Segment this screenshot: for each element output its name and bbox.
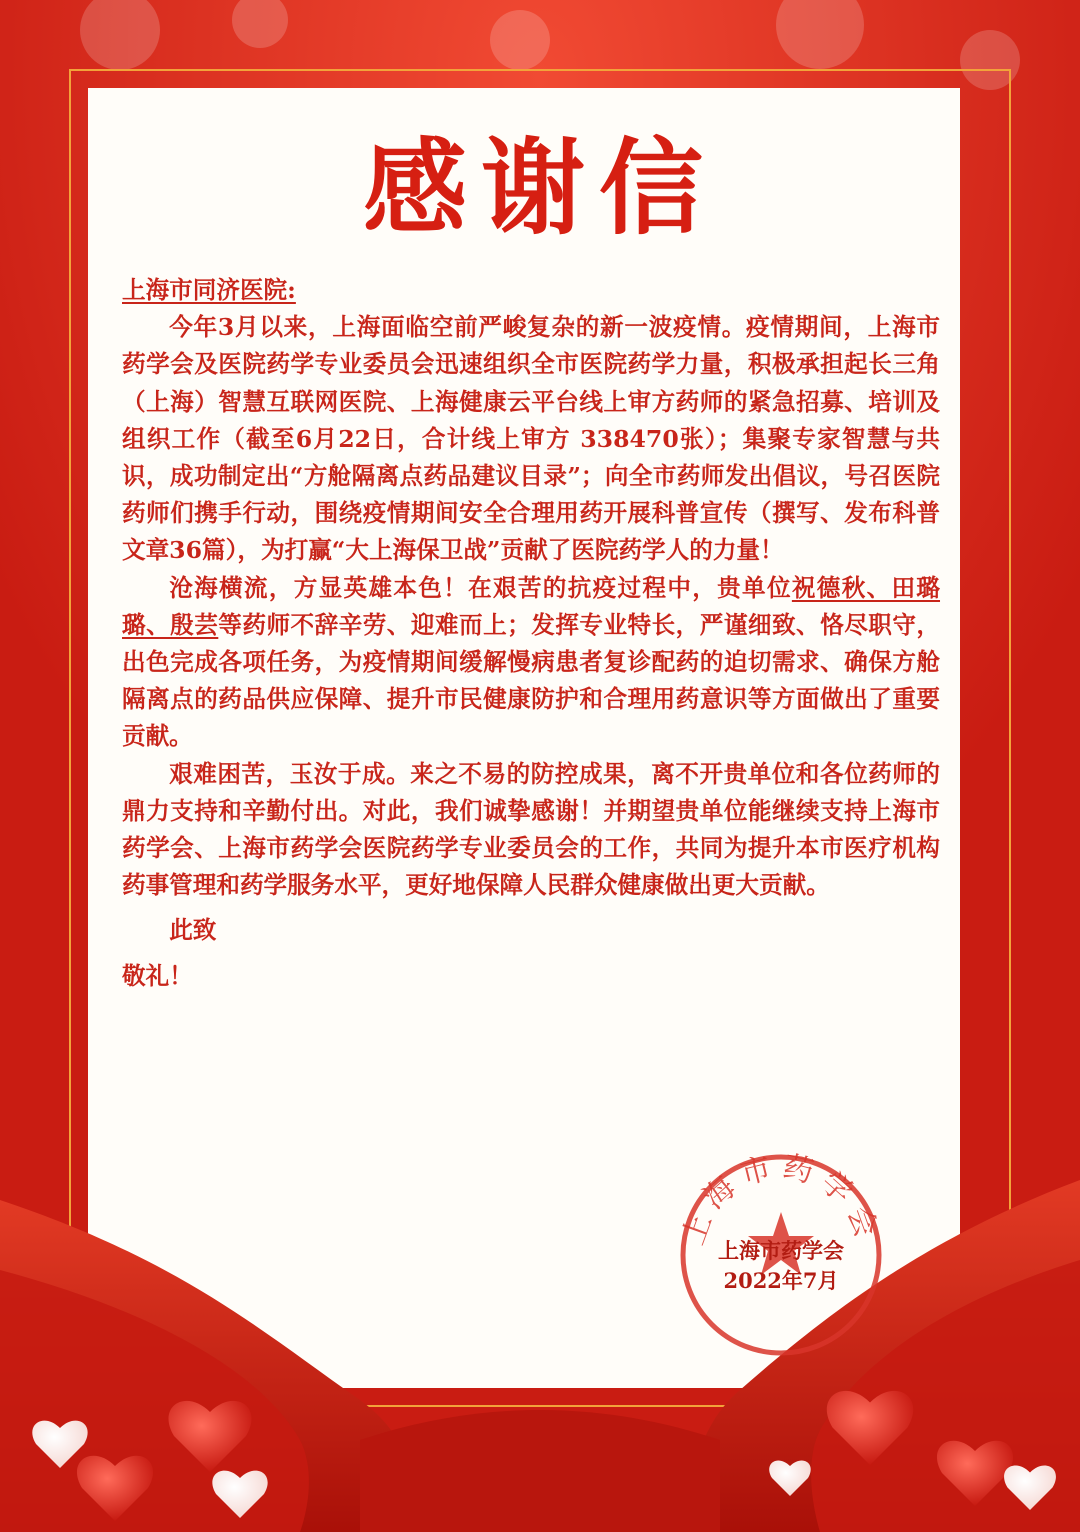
paragraph-2-after: 等药师不辞辛劳、迎难而上；发挥专业特长，严谨细致、恪尽职守，出色完成各项任务，为疫情期间缓解慢病患者复诊配药的迫切需求、确保方舱隔离点的药品供应保障、提升市民健康防护和合理用药意识等方面做出了重要贡献。 <box>122 610 941 751</box>
paragraph-2 <box>122 570 940 756</box>
seal-text: 上海市药学会 <box>676 1150 886 1250</box>
official-seal <box>676 1150 886 1360</box>
letter-body <box>122 272 940 995</box>
paragraph-1: 今年3月以来，上海面临空前严峻复杂的新一波疫情。疫情期间，上海市药学会及医院药学专业委员会迅速组织全市医院药学力量，积极承担起长三角（上海）智慧互联网医院、上海健康云平台线上审方药师的紧急招募、培训及组织工作（截至6月22日，合计线上审方 338470张）；集聚专家智慧与共识，成功制定出“方舱隔离点药品建议目录”；向全市药师发出倡议，号召医院药师们携手行动，围绕疫情期间安全合理用药开展科普宣传（撰写、发布科普文章36篇），为打赢“大上海保卫战”贡献了医院药学人的力量！ <box>122 313 940 565</box>
paragraph-3: 艰难困苦，玉汝于成。来之不易的防控成果，离不开贵单位和各位药师的鼎力支持和辛勤付出。对此，我们诚挚感谢！并期望贵单位能继续支持上海市药学会、上海市药学会医院药学专业委员会的工作，共同为提升本市医疗机构药事管理和药学服务水平，更好地保障人民群众健康做出更大贡献。 <box>122 759 940 900</box>
paragraph-2-before: 沧海横流，方显英雄本色！在艰苦的抗疫过程中，贵单位 <box>169 573 792 602</box>
signature-organization: 上海市药学会 <box>718 1238 844 1263</box>
pharmacist-names: 祝德秋、田璐璐、殷芸 <box>122 573 941 639</box>
salutation: 上海市同济医院: <box>122 276 296 304</box>
closing-line-1: 此致 <box>169 916 217 945</box>
signature-date: 2022年7月 <box>723 1268 839 1293</box>
page-title: 感谢信 <box>362 127 717 249</box>
closing-line-2: 敬礼！ <box>122 961 193 990</box>
